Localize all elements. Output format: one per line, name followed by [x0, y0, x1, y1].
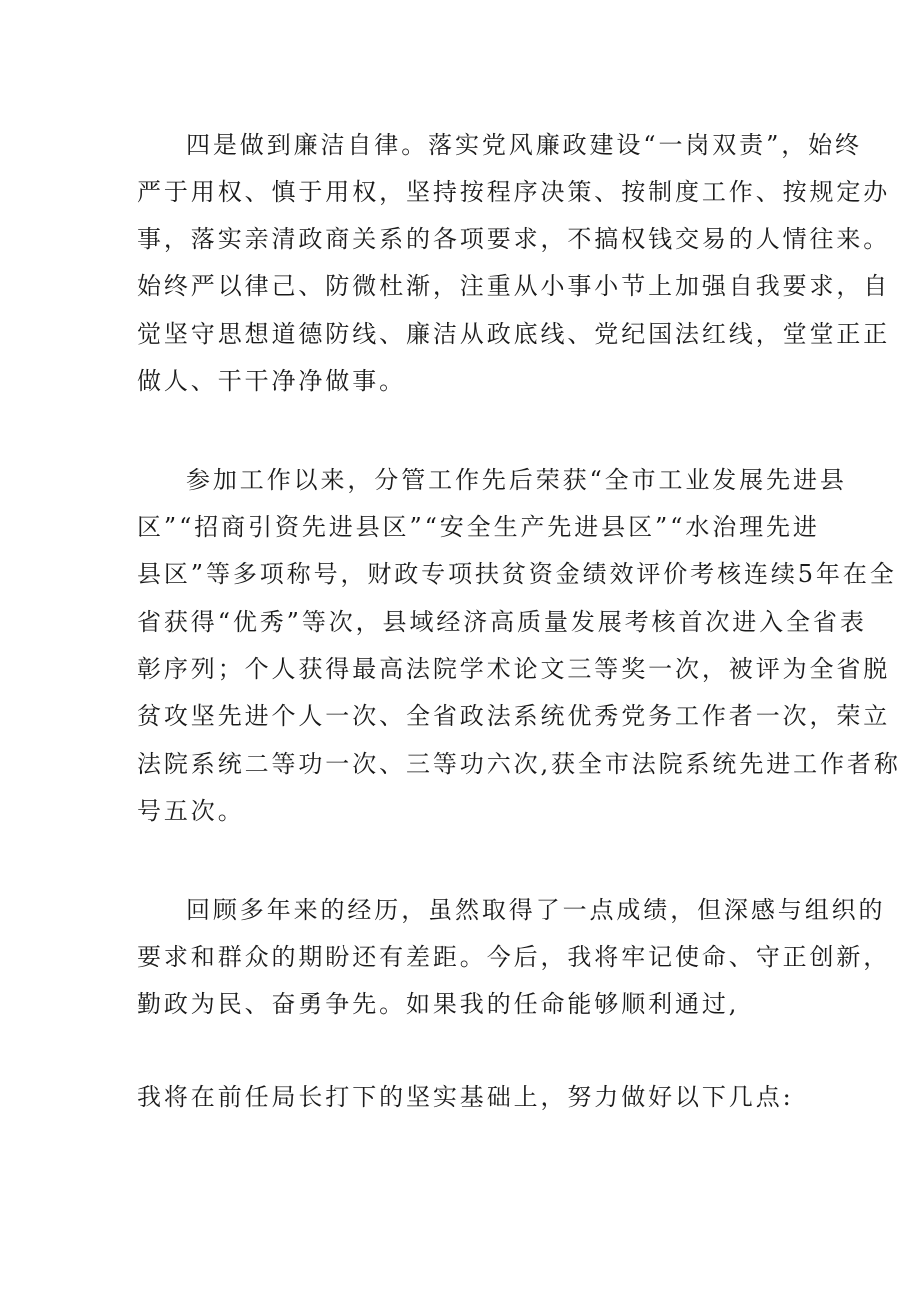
text-line: 省获得“优秀”等次，县域经济高质量发展考核首次进入全省表 — [137, 608, 867, 636]
text-line: 严于用权、慎于用权，坚持按程序决策、按制度工作、按规定办 — [137, 178, 891, 206]
text-line: 觉坚守思想道德防线、廉洁从政底线、党纪国法红线，堂堂正正 — [137, 320, 891, 348]
text-line: 要求和群众的期盼还有差距。今后，我将牢记使命、守正创新， — [137, 943, 891, 971]
text-line: 四是做到廉洁自律。落实党风廉政建设“一岗双责”，始终 — [186, 131, 862, 159]
text-line: 号五次。 — [137, 797, 245, 825]
text-line: 勤政为民、奋勇争先。如果我的任命能够顺利通过, — [137, 990, 740, 1018]
text-line: 县区”等多项称号，财政专项扶贫资金绩效评价考核连续5年在全 — [137, 560, 897, 588]
text-line: 参加工作以来，分管工作先后荣获“全市工业发展先进县 — [186, 466, 847, 494]
text-line: 做人、干干净净做事。 — [137, 367, 406, 395]
text-line: 回顾多年来的经历，虽然取得了一点成绩，但深感与组织的 — [186, 896, 886, 924]
text-line: 始终严以律己、防微杜渐，注重从小事小节上加强自我要求，自 — [137, 272, 891, 300]
text-line: 法院系统二等功一次、三等功六次,获全市法院系统先进工作者称 — [137, 750, 901, 778]
text-line: 彰序列；个人获得最高法院学术论文三等奖一次，被评为全省脱 — [137, 655, 891, 683]
text-line: 区”“招商引资先进县区”“安全生产先进县区”“水治理先进 — [137, 513, 820, 541]
text-line: 事，落实亲清政商关系的各项要求，不搞权钱交易的人情往来。 — [137, 225, 891, 253]
text-line: 贫攻坚先进个人一次、全省政法系统优秀党务工作者一次，荣立 — [137, 702, 891, 730]
text-line: 我将在前任局长打下的坚实基础上，努力做好以下几点: — [137, 1083, 794, 1111]
